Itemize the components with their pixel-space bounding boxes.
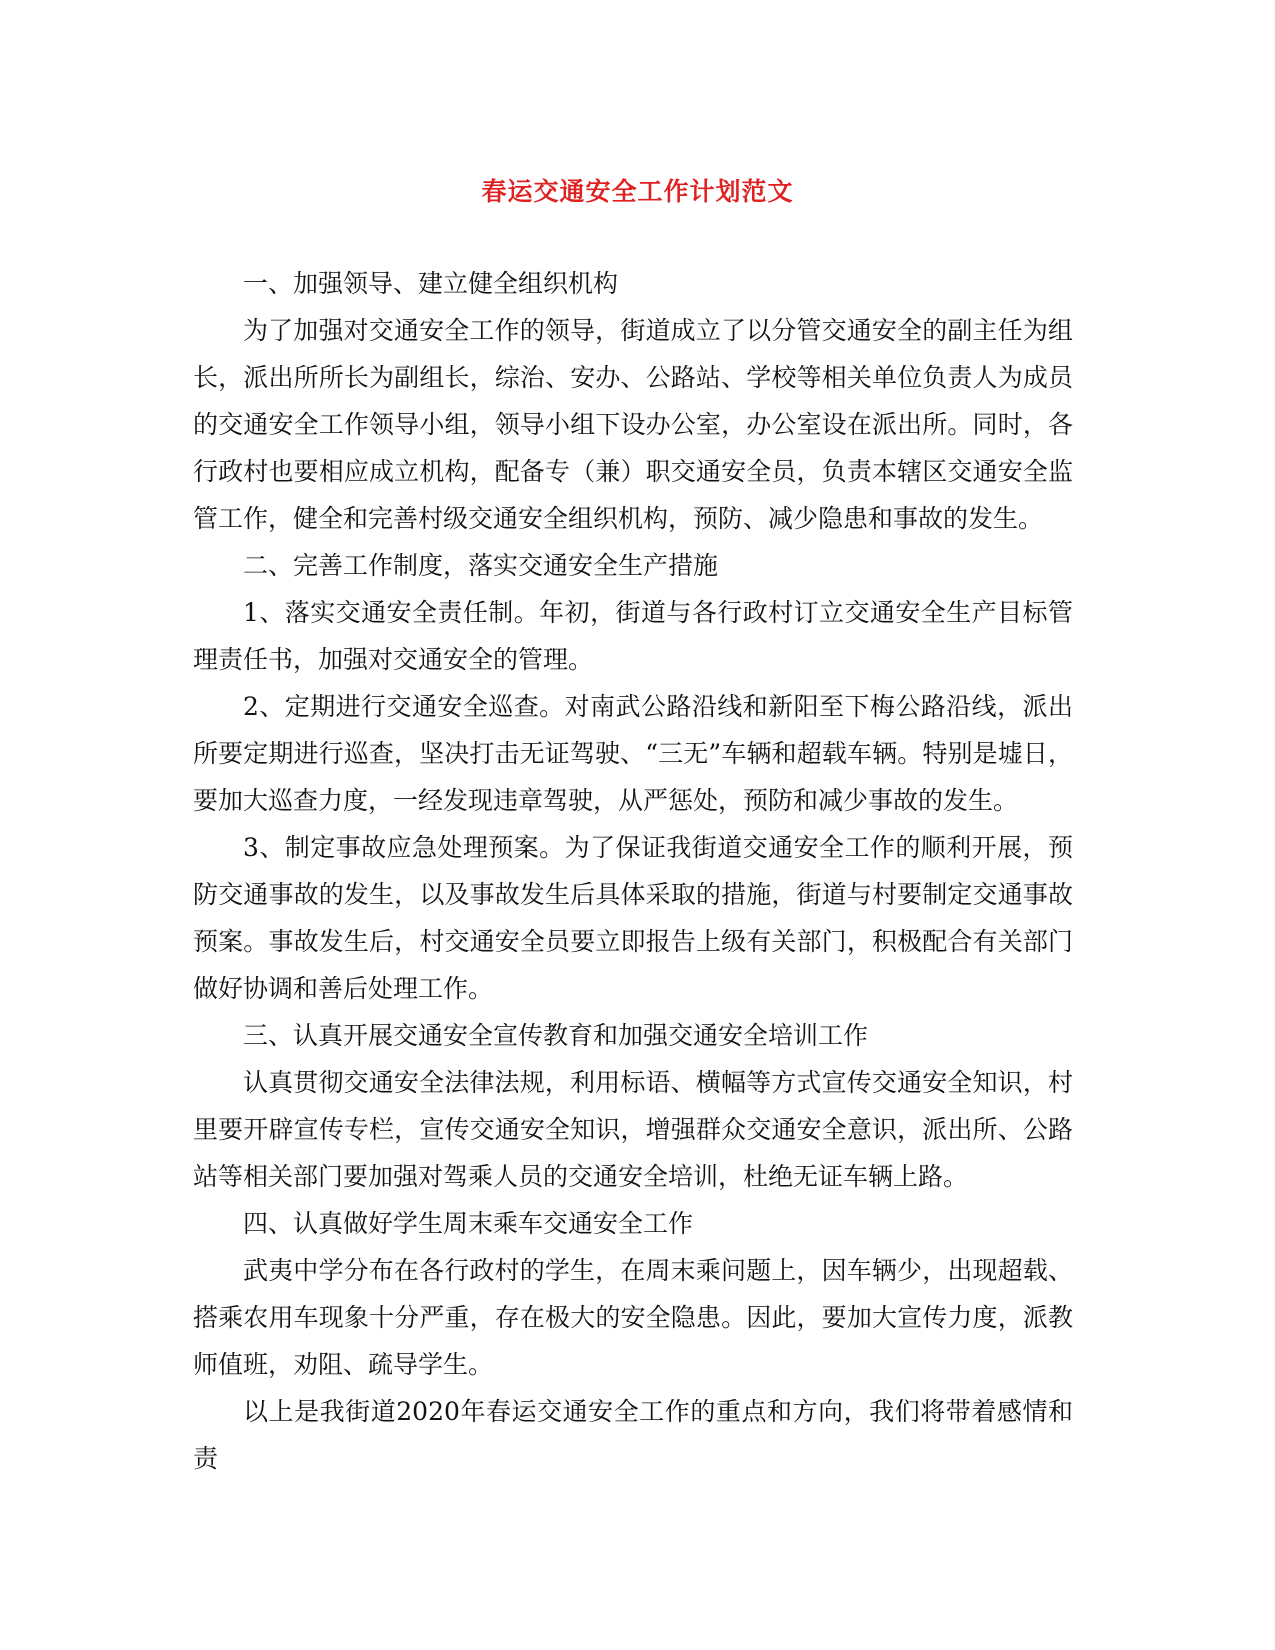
- paragraph-item-2: 2、定期进行交通安全巡查。对南武公路沿线和新阳至下梅公路沿线，派出所要定期进行巡查，坚决打击无证驾驶、“三无”车辆和超载车辆。特别是墟日，要加大巡查力度，一经发现违章驾驶，从严惩处，预防和减少事故的发生。: [193, 692, 1073, 815]
- document-title: 春运交通安全工作计划范文: [481, 177, 794, 206]
- paragraph-item-1: 1、落实交通安全责任制。年初，街道与各行政村订立交通安全生产目标管理责任书，加强对交通安全的管理。: [193, 598, 1073, 674]
- section-heading-4: 四、认真做好学生周末乘车交通安全工作: [243, 1209, 694, 1238]
- paragraph-leadership: 为了加强对交通安全工作的领导，街道成立了以分管交通安全的副主任为组长，派出所所长为副组长，综治、安办、公路站、学校等相关单位负责人为成员的交通安全工作领导小组，领导小组下设办公室，办公室设在派出所。同时，各行政村也要相应成立机构，配备专（兼）职交通安全员，负责本辖区交通安全监管工作，健全和完善村级交通安全组织机构，预防、减少隐患和事故的发生。: [193, 316, 1073, 533]
- paragraph-students: 武夷中学分布在各行政村的学生，在周末乘问题上，因车辆少，出现超载、搭乘农用车现象十分严重，存在极大的安全隐患。因此，要加大宣传力度，派教师值班，劝阻、疏导学生。: [193, 1256, 1073, 1379]
- section-heading-2: 二、完善工作制度，落实交通安全生产措施: [243, 551, 719, 580]
- section-heading-3: 三、认真开展交通安全宣传教育和加强交通安全培训工作: [243, 1021, 869, 1050]
- document-body: [193, 260, 1073, 1482]
- paragraph-conclusion: 以上是我街道2020年春运交通安全工作的重点和方向，我们将带着感情和责: [193, 1397, 1073, 1473]
- paragraph-publicity: 认真贯彻交通安全法律法规，利用标语、横幅等方式宣传交通安全知识，村里要开辟宣传专栏，宣传交通安全知识，增强群众交通安全意识，派出所、公路站等相关部门要加强对驾乘人员的交通安全培训，杜绝无证车辆上路。: [193, 1068, 1073, 1191]
- section-heading-1: 一、加强领导、建立健全组织机构: [243, 269, 619, 298]
- paragraph-item-3: 3、制定事故应急处理预案。为了保证我街道交通安全工作的顺利开展，预防交通事故的发生，以及事故发生后具体采取的措施，街道与村要制定交通事故预案。事故发生后，村交通安全员要立即报告上级有关部门，积极配合有关部门做好协调和善后处理工作。: [193, 833, 1073, 1003]
